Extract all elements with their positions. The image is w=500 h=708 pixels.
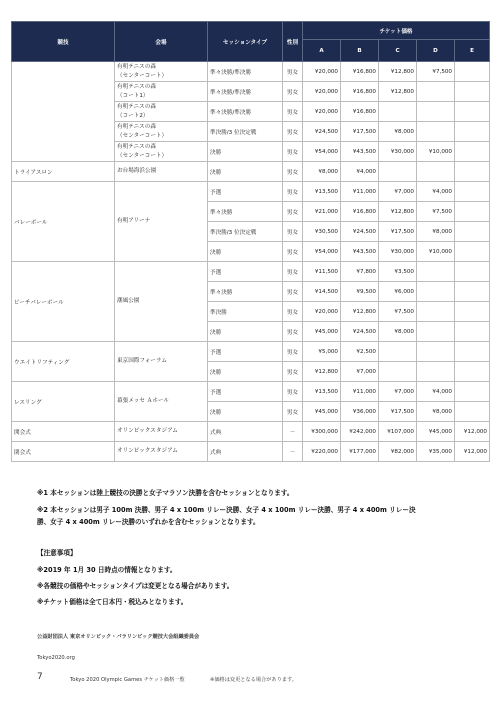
price-cell: ¥11,500 (303, 262, 341, 282)
price-cell: ¥16,800 (341, 62, 379, 82)
session-cell: 決勝 (208, 142, 283, 162)
header-cat-e: E (455, 40, 490, 62)
session-cell: 予選 (208, 262, 283, 282)
gender-cell: － (283, 442, 303, 462)
price-cell: ¥10,000 (417, 242, 455, 262)
header-ticket-price: チケット価格 (303, 22, 490, 40)
price-cell (417, 322, 455, 342)
price-cell (379, 102, 417, 122)
footer-doc-note: ※価格は変更となる場合があります。 (210, 677, 297, 683)
gender-cell: 男女 (283, 262, 303, 282)
price-cell (455, 202, 490, 222)
price-cell: ¥43,500 (341, 242, 379, 262)
header-session-type: セッションタイプ (208, 22, 283, 62)
price-cell (417, 342, 455, 362)
session-cell: 式典 (208, 442, 283, 462)
price-cell (455, 162, 490, 182)
header-venue: 会場 (115, 22, 208, 62)
venue-cell: 有明テニスの森 （センターコート） (115, 142, 208, 162)
price-cell (455, 342, 490, 362)
ticket-price-table (11, 21, 490, 462)
gender-cell: － (283, 422, 303, 442)
gender-cell: 男女 (283, 142, 303, 162)
note-2a: ※2 本セッションは男子 100m 決勝、男子 4 x 100m リレー決勝、女子 4 x 100m リレー決勝、男子 4 x 400m リレー決 (37, 506, 416, 514)
price-cell (455, 122, 490, 142)
price-cell: ¥54,000 (303, 142, 341, 162)
price-cell: ¥177,000 (341, 442, 379, 462)
price-cell (455, 362, 490, 382)
venue-cell: オリンピックスタジアム (115, 422, 208, 442)
price-cell: ¥7,000 (379, 182, 417, 202)
caution-3: ※チケット価格は全て日本円・税込みとなります。 (37, 598, 188, 606)
session-cell: 準決勝/3 位決定戦 (208, 122, 283, 142)
price-cell: ¥43,500 (341, 142, 379, 162)
price-cell: ¥13,500 (303, 182, 341, 202)
price-cell: ¥12,800 (379, 202, 417, 222)
header-sport: 競技 (12, 22, 115, 62)
price-cell (455, 262, 490, 282)
sport-cell: レスリング (12, 382, 115, 422)
price-cell: ¥8,000 (303, 162, 341, 182)
price-cell: ¥82,000 (379, 442, 417, 462)
session-cell: 決勝 (208, 242, 283, 262)
sport-cell: ウエイトリフティング (12, 342, 115, 382)
gender-cell: 男女 (283, 182, 303, 202)
price-cell: ¥4,000 (417, 382, 455, 402)
price-cell (379, 342, 417, 362)
price-cell: ¥12,800 (379, 82, 417, 102)
price-cell: ¥220,000 (303, 442, 341, 462)
price-cell: ¥54,000 (303, 242, 341, 262)
session-cell: 決勝 (208, 402, 283, 422)
price-cell: ¥45,000 (303, 322, 341, 342)
gender-cell: 男女 (283, 342, 303, 362)
price-cell: ¥45,000 (417, 422, 455, 442)
price-cell: ¥11,000 (341, 182, 379, 202)
price-cell: ¥20,000 (303, 82, 341, 102)
page-number: 7 (37, 672, 43, 682)
price-cell (379, 362, 417, 382)
header-cat-d: D (417, 40, 455, 62)
table-row (12, 382, 490, 402)
gender-cell: 男女 (283, 302, 303, 322)
table-row (12, 422, 490, 442)
session-cell: 準々決勝/準決勝 (208, 82, 283, 102)
table-body (12, 62, 490, 462)
session-cell: 決勝 (208, 162, 283, 182)
price-cell (455, 222, 490, 242)
session-cell: 予選 (208, 182, 283, 202)
price-cell: ¥45,000 (303, 402, 341, 422)
footer-doc-title: Tokyo 2020 Olympic Games チケット価格一覧 (70, 677, 185, 683)
price-cell (417, 162, 455, 182)
sport-cell: トライアスロン (12, 162, 115, 182)
price-cell: ¥35,000 (417, 442, 455, 462)
price-cell: ¥24,500 (303, 122, 341, 142)
price-cell: ¥6,000 (379, 282, 417, 302)
price-cell: ¥17,500 (341, 122, 379, 142)
venue-cell: 有明アリーナ (115, 182, 208, 262)
price-cell (455, 242, 490, 262)
price-cell: ¥8,000 (379, 322, 417, 342)
caution-2: ※各競技の価格やセッションタイプは変更となる場合があります。 (37, 582, 234, 590)
price-cell: ¥17,500 (379, 222, 417, 242)
price-cell: ¥8,000 (417, 222, 455, 242)
price-cell: ¥36,000 (341, 402, 379, 422)
price-cell: ¥11,000 (341, 382, 379, 402)
price-cell (455, 182, 490, 202)
note-2b: 勝、女子 4 x 400m リレー決勝のいずれかを含むセッションとなります。 (37, 518, 260, 526)
gender-cell: 男女 (283, 282, 303, 302)
session-cell: 予選 (208, 342, 283, 362)
header-cat-a: A (303, 40, 341, 62)
price-cell (455, 82, 490, 102)
price-cell: ¥17,500 (379, 402, 417, 422)
table-row (12, 62, 490, 82)
price-cell: ¥30,000 (379, 242, 417, 262)
price-cell (417, 282, 455, 302)
price-cell: ¥242,000 (341, 422, 379, 442)
price-cell (417, 82, 455, 102)
table-row (12, 262, 490, 282)
gender-cell: 男女 (283, 322, 303, 342)
table-row (12, 342, 490, 362)
price-cell: ¥16,800 (341, 82, 379, 102)
gender-cell: 男女 (283, 162, 303, 182)
venue-cell: お台場海浜公園 (115, 162, 208, 182)
price-cell: ¥3,500 (379, 262, 417, 282)
table-row (12, 182, 490, 202)
gender-cell: 男女 (283, 122, 303, 142)
venue-cell: 有明テニスの森 （コート2） (115, 102, 208, 122)
price-cell: ¥4,000 (417, 182, 455, 202)
price-cell (455, 322, 490, 342)
price-cell: ¥12,000 (455, 422, 490, 442)
sport-cell (12, 62, 115, 162)
price-cell: ¥107,000 (379, 422, 417, 442)
session-cell: 準々決勝 (208, 202, 283, 222)
footer-url: Tokyo2020.org (37, 655, 75, 661)
gender-cell: 男女 (283, 82, 303, 102)
session-cell: 準々決勝/準決勝 (208, 62, 283, 82)
session-cell: 予選 (208, 382, 283, 402)
venue-cell: 幕張メッセ Ａホール (115, 382, 208, 422)
price-cell: ¥7,500 (417, 202, 455, 222)
venue-cell: オリンピックスタジアム (115, 442, 208, 462)
price-cell: ¥14,500 (303, 282, 341, 302)
price-cell (455, 142, 490, 162)
header-gender: 性別 (283, 22, 303, 62)
gender-cell: 男女 (283, 362, 303, 382)
gender-cell: 男女 (283, 242, 303, 262)
price-cell: ¥2,500 (341, 342, 379, 362)
session-cell: 準決勝 (208, 302, 283, 322)
price-cell (417, 302, 455, 322)
session-cell: 式典 (208, 422, 283, 442)
gender-cell: 男女 (283, 402, 303, 422)
caution-title: 【注意事項】 (37, 549, 77, 557)
venue-cell: 東京国際フォーラム (115, 342, 208, 382)
venue-cell: 有明テニスの森 （コート1） (115, 82, 208, 102)
price-cell: ¥20,000 (303, 102, 341, 122)
price-cell (417, 262, 455, 282)
price-cell: ¥21,000 (303, 202, 341, 222)
price-cell: ¥24,500 (341, 322, 379, 342)
price-cell: ¥12,800 (379, 62, 417, 82)
price-cell (455, 62, 490, 82)
price-cell: ¥12,000 (455, 442, 490, 462)
price-cell (455, 302, 490, 322)
price-cell (455, 282, 490, 302)
caution-1: ※2019 年 1月 30 日時点の情報となります。 (37, 566, 177, 574)
price-cell: ¥30,000 (379, 142, 417, 162)
price-cell: ¥8,000 (379, 122, 417, 142)
gender-cell: 男女 (283, 222, 303, 242)
price-cell (417, 122, 455, 142)
sport-cell: ビーチバレーボール (12, 262, 115, 342)
price-cell: ¥10,000 (417, 142, 455, 162)
price-cell: ¥7,000 (379, 382, 417, 402)
price-cell: ¥20,000 (303, 62, 341, 82)
venue-cell: 潮風公園 (115, 262, 208, 342)
table-row (12, 162, 490, 182)
note-1: ※1 本セッションは陸上競技の決勝と女子マラソン決勝を含むセッションとなります。 (37, 489, 294, 497)
session-cell: 準決勝/3 位決定戦 (208, 222, 283, 242)
sport-cell: 開会式 (12, 422, 115, 442)
gender-cell: 男女 (283, 382, 303, 402)
price-cell: ¥300,000 (303, 422, 341, 442)
session-cell: 準々決勝/準決勝 (208, 102, 283, 122)
price-cell (455, 102, 490, 122)
header-cat-b: B (341, 40, 379, 62)
price-cell: ¥20,000 (303, 302, 341, 322)
price-cell (455, 402, 490, 422)
price-cell: ¥8,000 (417, 402, 455, 422)
price-cell: ¥7,000 (341, 362, 379, 382)
gender-cell: 男女 (283, 62, 303, 82)
price-cell: ¥4,000 (341, 162, 379, 182)
session-cell: 決勝 (208, 362, 283, 382)
table-row (12, 442, 490, 462)
price-cell: ¥9,500 (341, 282, 379, 302)
venue-cell: 有明テニスの森 （センターコート） (115, 122, 208, 142)
price-cell: ¥7,800 (341, 262, 379, 282)
price-cell: ¥12,800 (341, 302, 379, 322)
price-cell (379, 162, 417, 182)
price-cell (417, 362, 455, 382)
session-cell: 準々決勝 (208, 282, 283, 302)
price-cell: ¥30,500 (303, 222, 341, 242)
gender-cell: 男女 (283, 102, 303, 122)
price-cell (417, 102, 455, 122)
sport-cell: 閉会式 (12, 442, 115, 462)
venue-cell: 有明テニスの森 （センターコート） (115, 62, 208, 82)
price-cell: ¥13,500 (303, 382, 341, 402)
price-cell: ¥12,800 (303, 362, 341, 382)
sport-cell: バレーボール (12, 182, 115, 262)
header-cat-c: C (379, 40, 417, 62)
footer-org: 公益財団法人 東京オリンピック・パラリンピック競技大会組織委員会 (37, 634, 200, 640)
price-cell: ¥7,500 (417, 62, 455, 82)
session-cell: 決勝 (208, 322, 283, 342)
price-cell: ¥16,800 (341, 102, 379, 122)
price-cell: ¥24,500 (341, 222, 379, 242)
price-cell: ¥5,000 (303, 342, 341, 362)
price-cell: ¥7,500 (379, 302, 417, 322)
price-cell (455, 382, 490, 402)
price-cell: ¥16,800 (341, 202, 379, 222)
gender-cell: 男女 (283, 202, 303, 222)
